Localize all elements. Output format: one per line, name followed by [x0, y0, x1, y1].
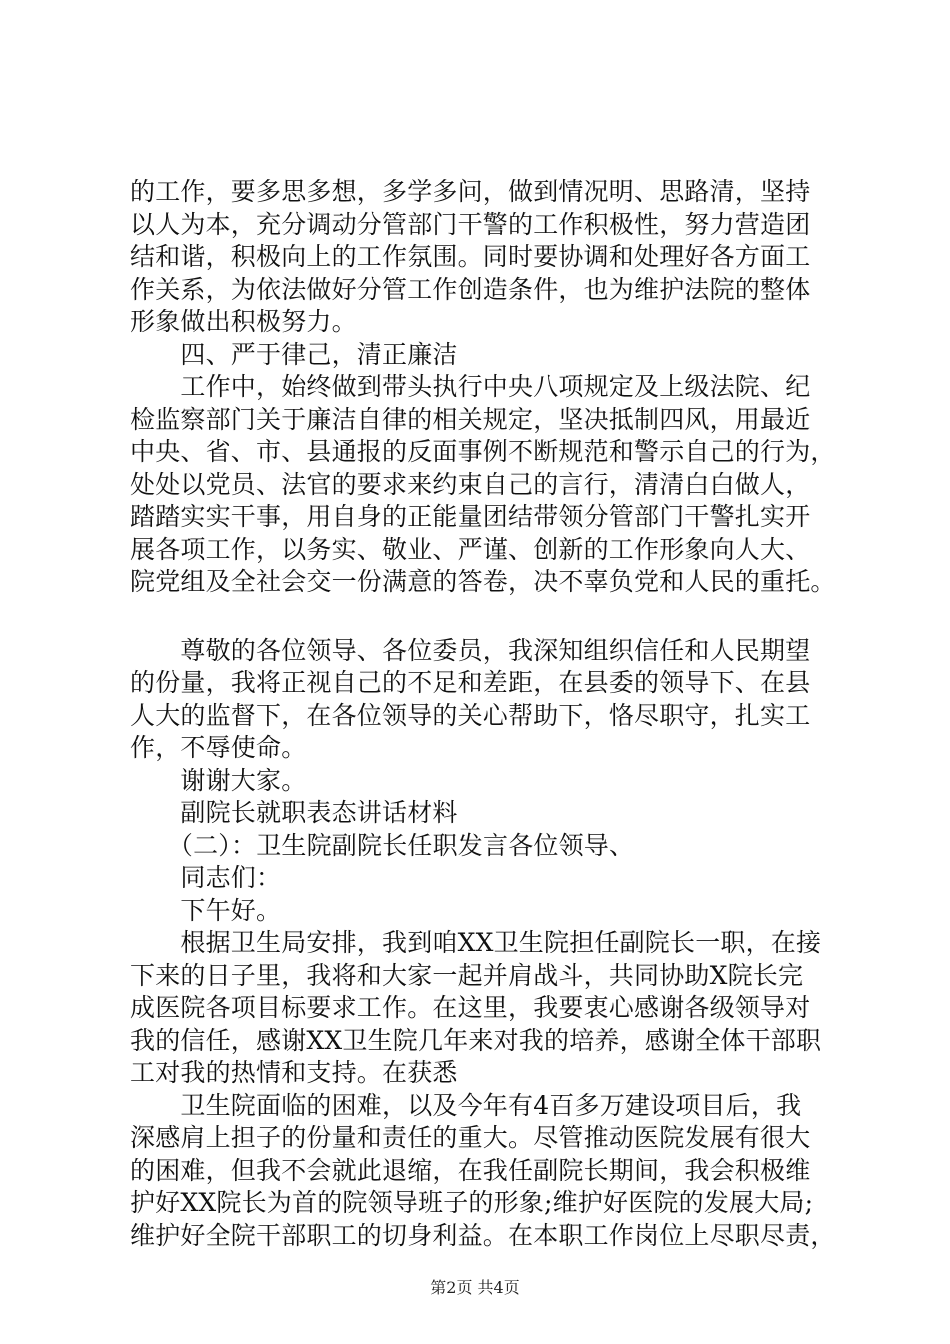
- text-line: 作，不辱使命。: [130, 733, 307, 762]
- text-line: 展各项工作，以务实、敬业、严谨、创新的工作形象向人大、: [130, 534, 811, 564]
- text-line: 的份量，我将正视自己的不足和差距，在县委的领导下、在县: [130, 668, 811, 697]
- text-line: 谢谢大家。: [130, 765, 307, 795]
- greeting: 下午好。: [130, 895, 282, 925]
- text-line: 形象做出积极努力。: [130, 307, 357, 336]
- text-line: 处处以党员、法官的要求来约束自己的言行，清清白白做人，: [130, 469, 811, 499]
- text-line: 工对我的热情和支持。在获悉: [130, 1058, 458, 1087]
- text-line: （二）：卫生院副院长任职发言各位领导、: [130, 830, 635, 860]
- text-line: 的工作，要多思多想，多学多问，做到情况明、思路清，坚持: [130, 177, 811, 206]
- text-line: 工作中，始终做到带头执行中央八项规定及上级法院、纪: [130, 372, 811, 401]
- text-line: 成医院各项目标要求工作。在这里，我要衷心感谢各级领导对: [130, 993, 811, 1022]
- text-line: 卫生院面临的困难，以及今年有4百多万建设项目后，我: [130, 1090, 802, 1120]
- text-line: 院党组及全社会交一份满意的答卷，决不辜负党和人民的重托。: [130, 567, 836, 596]
- text-line: 以人为本，充分调动分管部门干警的工作积极性，努力营造团: [130, 209, 811, 239]
- text-line: 人大的监督下，在各位领导的关心帮助下，恪尽职守，扎实工: [130, 700, 811, 730]
- text-line: 检监察部门关于廉洁自律的相关规定，坚决抵制四风，用最近: [130, 404, 811, 434]
- text-line: 踏踏实实干事，用自身的正能量团结带领分管部门干警扎实开: [130, 502, 811, 531]
- text-line: 深感肩上担子的份量和责任的重大。尽管推动医院发展有很大: [130, 1123, 811, 1152]
- text-line: 作关系，为依法做好分管工作创造条件，也为维护法院的整体: [130, 274, 811, 304]
- text-line: 的困难，但我不会就此退缩，在我任副院长期间，我会积极维: [130, 1155, 811, 1185]
- text-line: 根据卫生局安排，我到咱XX卫生院担任副院长一职，在接: [130, 928, 822, 957]
- text-line: 我的信任，感谢XX卫生院几年来对我的培养，感谢全体干部职: [130, 1025, 822, 1055]
- section-heading: 四、严于律己，清正廉洁: [130, 339, 458, 369]
- page-number: 第2页 共4页: [430, 1278, 520, 1297]
- text-line: 维护好全院干部职工的切身利益。在本职工作岗位上尽职尽责，: [130, 1220, 836, 1250]
- document-subtitle: 副院长就职表态讲话材料: [130, 798, 458, 827]
- paragraph-gap: [130, 599, 850, 635]
- text-line: 结和谐，积极向上的工作氛围。同时要协调和处理好各方面工: [130, 242, 811, 271]
- text-line: 下来的日子里，我将和大家一起并肩战斗，共同协助X院长完: [130, 960, 804, 990]
- text-line: 护好XX院长为首的院领导班子的形象;维护好医院的发展大局;: [130, 1188, 814, 1217]
- document-body: [130, 176, 850, 1252]
- text-line: 中央、省、市、县通报的反面事例不断规范和警示自己的行为，: [130, 437, 836, 466]
- text-line: 尊敬的各位领导、各位委员，我深知组织信任和人民期望: [130, 635, 811, 665]
- salutation: 同志们：: [130, 863, 282, 892]
